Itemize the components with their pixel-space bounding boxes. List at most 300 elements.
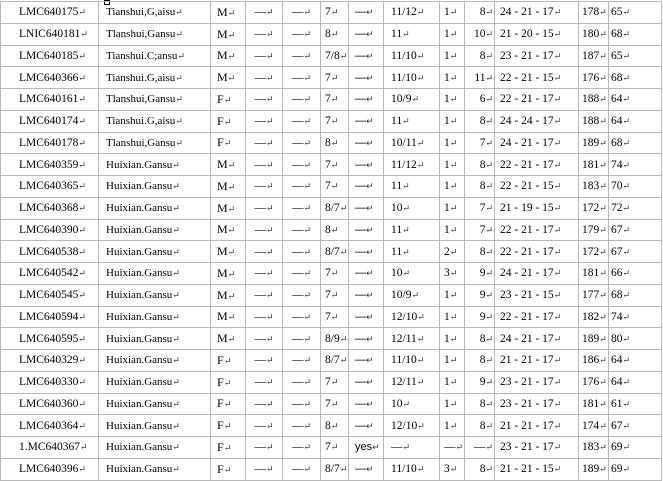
cell-count-a[interactable]: 7↵ bbox=[321, 67, 349, 89]
cell-locality[interactable]: Tianshui.C;ansu↵ bbox=[99, 45, 211, 67]
cell-col-5[interactable]: —↵ bbox=[283, 45, 321, 67]
cell-col-5[interactable]: —↵ bbox=[283, 219, 321, 241]
cell-col-5[interactable]: —↵ bbox=[283, 458, 321, 480]
cell-count-b[interactable]: 11/10↵ bbox=[384, 45, 440, 67]
paragraph-mark-icon: ↵ bbox=[78, 268, 86, 279]
cell-locality[interactable]: Huixian.Gansu↵ bbox=[99, 154, 211, 176]
cell-sex[interactable]: F↵ bbox=[211, 132, 246, 154]
cell-specimen-id[interactable]: LMC640390↵ bbox=[1, 219, 99, 241]
cell-length[interactable]: 189↵ bbox=[579, 328, 609, 350]
cell-locality[interactable]: Huixian.Gansu↵ bbox=[99, 328, 211, 350]
cell-count-a[interactable]: 8/7↵ bbox=[321, 241, 349, 263]
cell-col-4[interactable]: —↵ bbox=[246, 89, 283, 111]
cell-weight[interactable]: 64↵ bbox=[609, 110, 662, 132]
cell-count-a[interactable]: 7↵ bbox=[321, 263, 349, 285]
cell-note[interactable]: —↵ bbox=[349, 23, 384, 45]
cell-measurement[interactable]: 23 - 21 - 17↵ bbox=[495, 45, 579, 67]
cell-specimen-id[interactable]: LMC640538↵ bbox=[1, 241, 99, 263]
cell-count-d[interactable]: 9↵ bbox=[465, 284, 495, 306]
cell-col-4[interactable]: —↵ bbox=[246, 437, 283, 459]
cell-count-d[interactable]: 8↵ bbox=[465, 241, 495, 263]
cell-count-b[interactable]: 10↵ bbox=[384, 393, 440, 415]
cell-count-d[interactable]: 8↵ bbox=[465, 458, 495, 480]
cell-specimen-id[interactable]: 1.MC640367↵ bbox=[1, 437, 99, 459]
cell-weight[interactable]: 72↵ bbox=[609, 197, 662, 219]
cell-col-4[interactable]: —↵ bbox=[246, 371, 283, 393]
cell-note[interactable]: —↵ bbox=[349, 197, 384, 219]
cell-col-5[interactable]: —↵ bbox=[283, 263, 321, 285]
cell-col-5[interactable]: —↵ bbox=[283, 241, 321, 263]
cell-note[interactable]: —↵ bbox=[349, 284, 384, 306]
cell-specimen-id[interactable]: LMC640595↵ bbox=[1, 328, 99, 350]
cell-measurement[interactable]: 21 - 20 - 15↵ bbox=[495, 23, 579, 45]
paragraph-mark-icon: ↵ bbox=[175, 29, 183, 40]
cell-count-c[interactable]: 3↵ bbox=[440, 458, 465, 480]
cell-weight[interactable]: 69↵ bbox=[609, 458, 662, 480]
cell-locality[interactable]: Huixian.Gansu↵ bbox=[99, 241, 211, 263]
cell-note[interactable]: —↵ bbox=[349, 371, 384, 393]
cell-col-5[interactable]: —↵ bbox=[283, 284, 321, 306]
paragraph-mark-icon: ↵ bbox=[303, 181, 312, 192]
cell-count-d[interactable]: 9↵ bbox=[465, 263, 495, 285]
cell-locality[interactable]: Tlanshui,Gansu↵ bbox=[99, 132, 211, 154]
cell-specimen-id[interactable]: LMC640329↵ bbox=[1, 350, 99, 372]
cell-measurement[interactable]: 24 - 21 - 17↵ bbox=[495, 2, 579, 24]
cell-count-b[interactable]: 11↵ bbox=[384, 23, 440, 45]
cell-locality[interactable]: Huixian.Gansu↵ bbox=[99, 263, 211, 285]
cell-count-d[interactable]: 8↵ bbox=[465, 176, 495, 198]
cell-count-a[interactable]: 8↵ bbox=[321, 132, 349, 154]
cell-measurement[interactable]: 22 - 21 - 15↵ bbox=[495, 67, 579, 89]
cell-count-a[interactable]: 7↵ bbox=[321, 306, 349, 328]
cell-weight[interactable]: 68↵ bbox=[609, 23, 662, 45]
cell-specimen-id[interactable]: LMC640359↵ bbox=[1, 154, 99, 176]
cell-locality[interactable]: Tianshui,G,aisu↵ bbox=[99, 2, 211, 24]
cell-specimen-id[interactable]: LMC640545↵ bbox=[1, 284, 99, 306]
cell-count-c[interactable]: 1↵ bbox=[440, 23, 465, 45]
cell-specimen-id[interactable]: LMC640330↵ bbox=[1, 371, 99, 393]
cell-locality[interactable]: Tianshui.G,aisu↵ bbox=[99, 67, 211, 89]
cell-length[interactable]: 177↵ bbox=[579, 284, 609, 306]
cell-note[interactable]: —↵ bbox=[349, 415, 384, 437]
cell-count-d[interactable]: 8↵ bbox=[465, 350, 495, 372]
table-row bbox=[1, 306, 662, 328]
cell-specimen-id[interactable]: LMC640594↵ bbox=[1, 306, 99, 328]
cell-sex[interactable]: M↵ bbox=[211, 219, 246, 241]
cell-note[interactable]: —↵ bbox=[349, 263, 384, 285]
cell-sex[interactable]: F↵ bbox=[211, 110, 246, 132]
cell-count-b[interactable]: 12/10↵ bbox=[384, 415, 440, 437]
cell-measurement[interactable]: 21 - 21 - 15↵ bbox=[495, 458, 579, 480]
cell-count-c[interactable]: 1↵ bbox=[440, 176, 465, 198]
cell-sex[interactable]: M↵ bbox=[211, 23, 246, 45]
cell-count-c[interactable]: 1↵ bbox=[440, 350, 465, 372]
cell-note[interactable]: —↵ bbox=[349, 110, 384, 132]
cell-count-a[interactable]: 8↵ bbox=[321, 23, 349, 45]
cell-count-b[interactable]: —↵ bbox=[384, 437, 440, 459]
cell-count-d[interactable]: 8↵ bbox=[465, 45, 495, 67]
cell-count-d[interactable]: 8↵ bbox=[465, 2, 495, 24]
cell-count-a[interactable]: 7↵ bbox=[321, 437, 349, 459]
cell-length[interactable]: 179↵ bbox=[579, 219, 609, 241]
cell-length[interactable]: 172↵ bbox=[579, 197, 609, 219]
cell-count-b[interactable]: 11/10↵ bbox=[384, 458, 440, 480]
cell-col-4[interactable]: —↵ bbox=[246, 45, 283, 67]
cell-weight[interactable]: 61↵ bbox=[609, 393, 662, 415]
paragraph-mark-icon: ↵ bbox=[449, 333, 458, 344]
cell-length[interactable]: 181↵ bbox=[579, 263, 609, 285]
cell-measurement[interactable]: 21 - 21 - 17↵ bbox=[495, 415, 579, 437]
cell-count-d[interactable]: 8↵ bbox=[465, 110, 495, 132]
cell-count-d[interactable]: 11↵ bbox=[465, 67, 495, 89]
cell-weight[interactable]: 74↵ bbox=[609, 306, 662, 328]
paragraph-mark-icon: ↵ bbox=[485, 377, 493, 388]
cell-col-5[interactable]: —↵ bbox=[283, 176, 321, 198]
cell-weight[interactable]: 66↵ bbox=[609, 263, 662, 285]
cell-col-5[interactable]: —↵ bbox=[283, 437, 321, 459]
cell-weight[interactable]: 67↵ bbox=[609, 241, 662, 263]
cell-col-4[interactable]: —↵ bbox=[246, 350, 283, 372]
cell-length[interactable]: 189↵ bbox=[579, 132, 609, 154]
cell-count-a[interactable]: 8/7↵ bbox=[321, 350, 349, 372]
cell-specimen-id[interactable]: LMC640368↵ bbox=[1, 197, 99, 219]
cell-specimen-id[interactable]: LMC640365↵ bbox=[1, 176, 99, 198]
cell-weight[interactable]: 74↵ bbox=[609, 154, 662, 176]
paragraph-mark-icon: ↵ bbox=[265, 7, 274, 18]
cell-count-b[interactable]: 12/11↵ bbox=[384, 328, 440, 350]
cell-measurement[interactable]: 24 - 24 - 17↵ bbox=[495, 110, 579, 132]
cell-specimen-id[interactable]: LMC640366↵ bbox=[1, 67, 99, 89]
cell-note[interactable]: —↵ bbox=[349, 306, 384, 328]
cell-specimen-id[interactable]: LMC640178↵ bbox=[1, 132, 99, 154]
cell-count-b[interactable]: 12/11↵ bbox=[384, 371, 440, 393]
cell-measurement[interactable]: 22 - 21 - 17↵ bbox=[495, 89, 579, 111]
cell-count-c[interactable]: 1↵ bbox=[440, 328, 465, 350]
cell-count-d[interactable]: 9↵ bbox=[465, 371, 495, 393]
cell-locality[interactable]: Huixian.Gansu↵ bbox=[99, 393, 211, 415]
cell-locality[interactable]: Huixian.Gansu↵ bbox=[99, 197, 211, 219]
cell-count-c[interactable]: 1↵ bbox=[440, 67, 465, 89]
cell-weight[interactable]: 65↵ bbox=[609, 45, 662, 67]
cell-measurement[interactable]: 23 - 21 - 17↵ bbox=[495, 393, 579, 415]
cell-count-c[interactable]: 1↵ bbox=[440, 393, 465, 415]
cell-note[interactable]: —↵ bbox=[349, 393, 384, 415]
cell-sex[interactable]: M↵ bbox=[211, 328, 246, 350]
cell-length[interactable]: 187↵ bbox=[579, 45, 609, 67]
cell-locality[interactable]: Tlanshui,Gansu↵ bbox=[99, 89, 211, 111]
cell-sex[interactable]: M↵ bbox=[211, 176, 246, 198]
cell-count-a[interactable]: 8/9↵ bbox=[321, 328, 349, 350]
cell-count-d[interactable]: 7↵ bbox=[465, 219, 495, 241]
cell-measurement[interactable]: 23 - 21 - 17↵ bbox=[495, 371, 579, 393]
cell-col-5[interactable]: —↵ bbox=[283, 371, 321, 393]
cell-col-4[interactable]: —↵ bbox=[246, 284, 283, 306]
cell-col-5[interactable]: —↵ bbox=[283, 154, 321, 176]
cell-locality[interactable]: Huixian.Gansu↵ bbox=[99, 219, 211, 241]
cell-count-b[interactable]: 11↵ bbox=[384, 219, 440, 241]
cell-count-a[interactable]: 7↵ bbox=[321, 371, 349, 393]
cell-count-b[interactable]: 10/9↵ bbox=[384, 284, 440, 306]
cell-weight[interactable]: 64↵ bbox=[609, 89, 662, 111]
cell-measurement[interactable]: 21 - 19 - 15↵ bbox=[495, 197, 579, 219]
cell-sex[interactable]: F↵ bbox=[211, 415, 246, 437]
cell-sex[interactable]: F↵ bbox=[211, 458, 246, 480]
cell-count-a[interactable]: 7↵ bbox=[321, 110, 349, 132]
cell-count-d[interactable]: 8↵ bbox=[465, 393, 495, 415]
cell-length[interactable]: 182↵ bbox=[579, 306, 609, 328]
cell-count-a[interactable]: 7↵ bbox=[321, 393, 349, 415]
cell-col-4[interactable]: —↵ bbox=[246, 154, 283, 176]
cell-length[interactable]: 188↵ bbox=[579, 110, 609, 132]
paragraph-mark-icon: ↵ bbox=[303, 116, 312, 127]
cell-note[interactable]: —↵ bbox=[349, 241, 384, 263]
cell-col-5[interactable]: —↵ bbox=[283, 132, 321, 154]
cell-count-c[interactable]: 1↵ bbox=[440, 371, 465, 393]
cell-note[interactable]: —↵ bbox=[349, 350, 384, 372]
cell-sex[interactable]: F↵ bbox=[211, 350, 246, 372]
cell-weight[interactable]: 68↵ bbox=[609, 67, 662, 89]
cell-count-a[interactable]: 7↵ bbox=[321, 154, 349, 176]
cell-weight[interactable]: 70↵ bbox=[609, 176, 662, 198]
cell-specimen-id[interactable]: LMC640360↵ bbox=[1, 393, 99, 415]
cell-note[interactable]: —↵ bbox=[349, 132, 384, 154]
cell-col-5[interactable]: —↵ bbox=[283, 350, 321, 372]
cell-length[interactable]: 181↵ bbox=[579, 393, 609, 415]
cell-measurement[interactable]: 23 - 21 - 17↵ bbox=[495, 437, 579, 459]
cell-col-5[interactable]: —↵ bbox=[283, 89, 321, 111]
cell-count-d[interactable]: —↵ bbox=[465, 437, 495, 459]
cell-count-c[interactable]: 1↵ bbox=[440, 197, 465, 219]
cell-sex[interactable]: M↵ bbox=[211, 154, 246, 176]
cell-note[interactable]: —↵ bbox=[349, 154, 384, 176]
cell-length[interactable]: 178↵ bbox=[579, 2, 609, 24]
cell-count-c[interactable]: 1↵ bbox=[440, 2, 465, 24]
cell-sex[interactable]: F↵ bbox=[211, 89, 246, 111]
cell-count-c[interactable]: 2↵ bbox=[440, 241, 465, 263]
cell-note[interactable]: —↵ bbox=[349, 176, 384, 198]
cell-count-b[interactable]: 12/10↵ bbox=[384, 306, 440, 328]
cell-count-b[interactable]: 11↵ bbox=[384, 176, 440, 198]
cell-note[interactable]: yes↵ bbox=[349, 437, 384, 459]
cell-col-4[interactable]: —↵ bbox=[246, 328, 283, 350]
cell-count-b[interactable]: 11/12↵ bbox=[384, 154, 440, 176]
cell-count-a[interactable]: 8/7↵ bbox=[321, 197, 349, 219]
cell-measurement[interactable]: 22 - 21 - 17↵ bbox=[495, 241, 579, 263]
cell-count-c[interactable]: —↵ bbox=[440, 437, 465, 459]
cell-count-d[interactable]: 7↵ bbox=[465, 197, 495, 219]
cell-count-a[interactable]: 8/7↵ bbox=[321, 458, 349, 480]
cell-col-5[interactable]: —↵ bbox=[283, 328, 321, 350]
cell-col-4[interactable]: —↵ bbox=[246, 219, 283, 241]
cell-locality[interactable]: Huixian.Gansu↵ bbox=[99, 306, 211, 328]
paragraph-mark-icon: ↵ bbox=[330, 159, 339, 170]
cell-col-5[interactable]: —↵ bbox=[283, 23, 321, 45]
cell-col-4[interactable]: —↵ bbox=[246, 415, 283, 437]
cell-specimen-id[interactable]: LMC640396↵ bbox=[1, 458, 99, 480]
cell-length[interactable]: 176↵ bbox=[579, 371, 609, 393]
cell-sex[interactable]: M↵ bbox=[211, 241, 246, 263]
cell-count-b[interactable]: 11↵ bbox=[384, 110, 440, 132]
cell-locality[interactable]: Huixian.Gansu↵ bbox=[99, 371, 211, 393]
cell-col-4[interactable]: —↵ bbox=[246, 241, 283, 263]
cell-count-b[interactable]: 10↵ bbox=[384, 197, 440, 219]
cell-locality[interactable]: Tianshui.G,aisu↵ bbox=[99, 110, 211, 132]
cell-measurement[interactable]: 23 - 21 - 15↵ bbox=[495, 284, 579, 306]
cell-measurement[interactable]: 22 - 21 - 15↵ bbox=[495, 176, 579, 198]
cell-col-4[interactable]: —↵ bbox=[246, 197, 283, 219]
cell-count-c[interactable]: 1↵ bbox=[440, 219, 465, 241]
cell-sex[interactable]: M↵ bbox=[211, 197, 246, 219]
cell-measurement[interactable]: 24 - 21 - 17↵ bbox=[495, 132, 579, 154]
cell-locality[interactable]: Tlanshui,Gansu↵ bbox=[99, 23, 211, 45]
cell-col-5[interactable]: —↵ bbox=[283, 110, 321, 132]
cell-col-4[interactable]: —↵ bbox=[246, 67, 283, 89]
cell-note[interactable]: —↵ bbox=[349, 458, 384, 480]
cell-sex[interactable]: F↵ bbox=[211, 437, 246, 459]
cell-col-5[interactable]: —↵ bbox=[283, 306, 321, 328]
cell-col-4[interactable]: —↵ bbox=[246, 393, 283, 415]
cell-weight[interactable]: 65↵ bbox=[609, 2, 662, 24]
paragraph-mark-icon: ↵ bbox=[553, 420, 562, 431]
cell-locality[interactable]: Huixian.Gansu↵ bbox=[99, 437, 211, 459]
cell-col-4[interactable]: —↵ bbox=[246, 176, 283, 198]
cell-count-d[interactable]: 10↵ bbox=[465, 23, 495, 45]
cell-col-5[interactable]: —↵ bbox=[283, 2, 321, 24]
paragraph-mark-icon: ↵ bbox=[227, 268, 236, 279]
cell-count-a[interactable]: 7↵ bbox=[321, 176, 349, 198]
cell-note[interactable]: —↵ bbox=[349, 89, 384, 111]
cell-sex[interactable]: M↵ bbox=[211, 45, 246, 67]
cell-count-b[interactable]: 10↵ bbox=[384, 263, 440, 285]
cell-weight[interactable]: 64↵ bbox=[609, 371, 662, 393]
cell-sex[interactable]: M↵ bbox=[211, 306, 246, 328]
cell-note[interactable]: —↵ bbox=[349, 45, 384, 67]
cell-count-d[interactable]: 6↵ bbox=[465, 89, 495, 111]
paragraph-mark-icon: ↵ bbox=[553, 377, 562, 388]
cell-specimen-id[interactable]: LMC640185↵ bbox=[1, 45, 99, 67]
cell-length[interactable]: 183↵ bbox=[579, 437, 609, 459]
cell-count-d[interactable]: 8↵ bbox=[465, 328, 495, 350]
cell-specimen-id[interactable]: LNIC640181↵ bbox=[1, 23, 99, 45]
cell-length[interactable]: 181↵ bbox=[579, 154, 609, 176]
cell-note[interactable]: —↵ bbox=[349, 328, 384, 350]
cell-specimen-id[interactable]: LMC640174↵ bbox=[1, 110, 99, 132]
cell-length[interactable]: 188↵ bbox=[579, 89, 609, 111]
cell-measurement[interactable]: 24 - 21 - 17↵ bbox=[495, 328, 579, 350]
cell-weight[interactable]: 67↵ bbox=[609, 415, 662, 437]
cell-specimen-id[interactable]: LMC640364↵ bbox=[1, 415, 99, 437]
cell-count-c[interactable]: 1↵ bbox=[440, 415, 465, 437]
cell-length[interactable]: 174↵ bbox=[579, 415, 609, 437]
cell-measurement[interactable]: 22 - 21 - 17↵ bbox=[495, 219, 579, 241]
cell-locality[interactable]: Huixian.Gansu↵ bbox=[99, 176, 211, 198]
cell-count-a[interactable]: 7↵ bbox=[321, 2, 349, 24]
cell-count-b[interactable]: 11/10↵ bbox=[384, 350, 440, 372]
cell-col-4[interactable]: —↵ bbox=[246, 263, 283, 285]
cell-measurement[interactable]: 22 - 21 - 17↵ bbox=[495, 306, 579, 328]
cell-count-a[interactable]: 7↵ bbox=[321, 89, 349, 111]
cell-col-4[interactable]: —↵ bbox=[246, 110, 283, 132]
cell-col-4[interactable]: —↵ bbox=[246, 306, 283, 328]
cell-specimen-id[interactable]: LMC640542↵ bbox=[1, 263, 99, 285]
cell-weight[interactable]: 68↵ bbox=[609, 132, 662, 154]
cell-count-c[interactable]: 1↵ bbox=[440, 284, 465, 306]
cell-measurement[interactable]: 24 - 21 - 17↵ bbox=[495, 263, 579, 285]
cell-weight[interactable]: 69↵ bbox=[609, 437, 662, 459]
cell-col-4[interactable]: —↵ bbox=[246, 2, 283, 24]
cell-length[interactable]: 183↵ bbox=[579, 176, 609, 198]
cell-count-c[interactable]: 1↵ bbox=[440, 89, 465, 111]
cell-count-c[interactable]: 1↵ bbox=[440, 154, 465, 176]
cell-count-b[interactable]: 10/11↵ bbox=[384, 132, 440, 154]
cell-count-d[interactable]: 9↵ bbox=[465, 306, 495, 328]
cell-length[interactable]: 180↵ bbox=[579, 23, 609, 45]
cell-count-b[interactable]: 10/9↵ bbox=[384, 89, 440, 111]
cell-specimen-id[interactable]: LMC640175↵ bbox=[1, 2, 99, 24]
paragraph-mark-icon: ↵ bbox=[78, 159, 86, 170]
cell-length[interactable]: 172↵ bbox=[579, 241, 609, 263]
cell-col-4[interactable]: —↵ bbox=[246, 23, 283, 45]
cell-count-c[interactable]: 1↵ bbox=[440, 45, 465, 67]
cell-count-b[interactable]: 11/12↵ bbox=[384, 2, 440, 24]
cell-sex[interactable]: M↵ bbox=[211, 263, 246, 285]
cell-count-c[interactable]: 1↵ bbox=[440, 110, 465, 132]
cell-count-a[interactable]: 7/8↵ bbox=[321, 45, 349, 67]
cell-length[interactable]: 189↵ bbox=[579, 458, 609, 480]
cell-count-d[interactable]: 8↵ bbox=[465, 415, 495, 437]
cell-sex[interactable]: M↵ bbox=[211, 284, 246, 306]
cell-sex[interactable]: F↵ bbox=[211, 393, 246, 415]
cell-sex[interactable]: M↵ bbox=[211, 2, 246, 24]
cell-measurement[interactable]: 21 - 21 - 17↵ bbox=[495, 350, 579, 372]
cell-count-c[interactable]: 1↵ bbox=[440, 132, 465, 154]
cell-count-a[interactable]: 8↵ bbox=[321, 415, 349, 437]
cell-count-a[interactable]: 7↵ bbox=[321, 284, 349, 306]
cell-note[interactable]: —↵ bbox=[349, 2, 384, 24]
cell-col-5[interactable]: —↵ bbox=[283, 197, 321, 219]
cell-specimen-id[interactable]: LMC640161↵ bbox=[1, 89, 99, 111]
paragraph-mark-icon: ↵ bbox=[599, 290, 607, 301]
cell-locality[interactable]: Huixian.Gansu↵ bbox=[99, 415, 211, 437]
cell-count-c[interactable]: 1↵ bbox=[440, 306, 465, 328]
cell-count-c[interactable]: 3↵ bbox=[440, 263, 465, 285]
cell-sex[interactable]: F↵ bbox=[211, 371, 246, 393]
cell-count-b[interactable]: 11/10↵ bbox=[384, 67, 440, 89]
cell-weight[interactable]: 64↵ bbox=[609, 350, 662, 372]
cell-col-5[interactable]: —↵ bbox=[283, 393, 321, 415]
cell-locality[interactable]: Huixian.Gansu↵ bbox=[99, 458, 211, 480]
cell-measurement[interactable]: 22 - 21 - 17↵ bbox=[495, 154, 579, 176]
cell-locality[interactable]: Huixian.Gansu↵ bbox=[99, 284, 211, 306]
cell-weight[interactable]: 67↵ bbox=[609, 219, 662, 241]
cell-length[interactable]: 176↵ bbox=[579, 67, 609, 89]
cell-length[interactable]: 186↵ bbox=[579, 350, 609, 372]
cell-locality[interactable]: Huixian.Gansu↵ bbox=[99, 350, 211, 372]
cell-note[interactable]: —↵ bbox=[349, 67, 384, 89]
cell-col-5[interactable]: —↵ bbox=[283, 415, 321, 437]
cell-col-4[interactable]: —↵ bbox=[246, 132, 283, 154]
cell-count-d[interactable]: 7↵ bbox=[465, 132, 495, 154]
cell-note[interactable]: —↵ bbox=[349, 219, 384, 241]
cell-count-d[interactable]: 8↵ bbox=[465, 154, 495, 176]
cell-col-5[interactable]: —↵ bbox=[283, 67, 321, 89]
cell-count-b[interactable]: 11↵ bbox=[384, 241, 440, 263]
cell-weight[interactable]: 80↵ bbox=[609, 328, 662, 350]
cell-col-4[interactable]: —↵ bbox=[246, 458, 283, 480]
cell-count-a[interactable]: 8↵ bbox=[321, 219, 349, 241]
cell-weight[interactable]: 68↵ bbox=[609, 284, 662, 306]
cell-sex[interactable]: M↵ bbox=[211, 67, 246, 89]
